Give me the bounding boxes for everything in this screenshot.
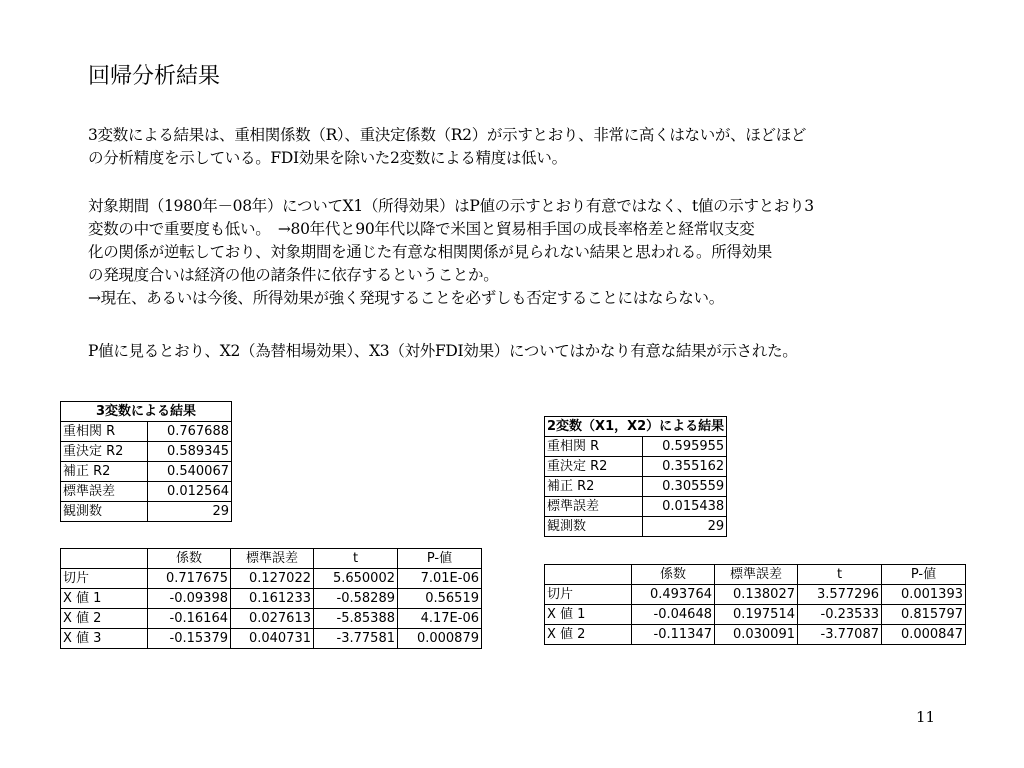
table-row [61,482,232,502]
row-label: X 値 1 [61,589,148,609]
row-label: X 値 2 [545,625,632,645]
stat-label: 観測数 [545,517,643,537]
table-row [545,497,727,517]
paragraph-line: の分析精度を示している。FDI効果を除いた2変数による精度は低い。 [88,149,567,167]
stat-value: 29 [642,517,727,537]
table-row [61,569,482,589]
table-row [545,437,727,457]
coefficients-2var-table [544,564,966,645]
row-label: 切片 [545,585,632,605]
column-header: P-値 [882,565,966,585]
stat-value: 0.767688 [148,422,232,442]
column-header: t [314,549,398,569]
cell-value: -3.77581 [314,629,398,649]
table-row [61,629,482,649]
table-row [61,422,232,442]
table-row [545,517,727,537]
cell-value: 4.17E-06 [398,609,482,629]
column-header: 標準誤差 [715,565,798,585]
cell-value: -5.85388 [314,609,398,629]
stat-label: 観測数 [61,502,148,522]
table-row [61,502,232,522]
cell-value: 0.161233 [231,589,314,609]
stat-value: 0.355162 [642,457,727,477]
cell-value: 0.000847 [882,625,966,645]
table-row [61,609,482,629]
row-label: 切片 [61,569,148,589]
cell-value: -0.09398 [148,589,231,609]
column-header: t [798,565,882,585]
stat-label: 重決定 R2 [61,442,148,462]
table-row [61,442,232,462]
table-header-row [61,549,482,569]
column-header: 標準誤差 [231,549,314,569]
cell-value: 3.577296 [798,585,882,605]
cell-value: 0.815797 [882,605,966,625]
table-caption: 3変数による結果 [61,402,232,422]
stat-label: 補正 R2 [61,462,148,482]
stat-label: 重相関 R [61,422,148,442]
table-row [545,625,966,645]
cell-value: -0.15379 [148,629,231,649]
page-number: 11 [916,708,936,726]
cell-value: 0.000879 [398,629,482,649]
stat-value: 0.595955 [642,437,727,457]
coefficients-3var-table [60,548,482,649]
cell-value: 0.001393 [882,585,966,605]
stat-value: 0.540067 [148,462,232,482]
table-row [61,589,482,609]
cell-value: -0.23533 [798,605,882,625]
slide-title: 回帰分析結果 [88,64,221,89]
cell-value: 7.01E-06 [398,569,482,589]
cell-value: -0.04648 [632,605,715,625]
paragraph-pvalue-summary [88,340,938,363]
table-row [545,457,727,477]
paragraph-income-effect [88,195,938,310]
row-label: X 値 1 [545,605,632,625]
cell-value: 0.127022 [231,569,314,589]
cell-value: 0.717675 [148,569,231,589]
stat-label: 標準誤差 [61,482,148,502]
cell-value: 0.030091 [715,625,798,645]
regression-stats-2var-table [544,416,727,537]
column-header: 係数 [632,565,715,585]
paragraph-line: 化の関係が逆転しており、対象期間を通じた有意な相関関係が見られない結果と思われる。所得効果 [88,243,773,261]
cell-value: 0.197514 [715,605,798,625]
cell-value: 0.138027 [715,585,798,605]
column-header: 係数 [148,549,231,569]
cell-value: -0.16164 [148,609,231,629]
paragraph-line: 対象期間（1980年－08年）についてX1（所得効果）はP値の示すとおり有意ではなく、t値の示すとおり3 [88,197,814,215]
table-header-row [545,565,966,585]
column-header: P-値 [398,549,482,569]
cell-value: -0.58289 [314,589,398,609]
paragraph-model-accuracy [88,124,938,170]
row-label: X 値 3 [61,629,148,649]
paragraph-line: 3変数による結果は、重相関係数（R）、重決定係数（R2）が示すとおり、非常に高くはないが、ほどほど [88,126,807,144]
stat-value: 0.015438 [642,497,727,517]
cell-value: -0.11347 [632,625,715,645]
table-caption: 2変数（X1，X2）による結果 [545,417,727,437]
paragraph-line: →現在、あるいは今後、所得効果が強く発現することを必ずしも否定することにはならない。 [88,289,724,307]
stat-label: 標準誤差 [545,497,643,517]
stat-label: 重相関 R [545,437,643,457]
stat-label: 補正 R2 [545,477,643,497]
cell-value: -3.77087 [798,625,882,645]
table-row [545,477,727,497]
regression-stats-3var-table [60,401,232,522]
cell-value: 0.493764 [632,585,715,605]
stat-value: 0.305559 [642,477,727,497]
column-header [61,549,148,569]
cell-value: 0.027613 [231,609,314,629]
stat-value: 0.012564 [148,482,232,502]
table-row [61,462,232,482]
cell-value: 5.650002 [314,569,398,589]
stat-value: 0.589345 [148,442,232,462]
row-label: X 値 2 [61,609,148,629]
stat-label: 重決定 R2 [545,457,643,477]
paragraph-line: P値に見るとおり、X2（為替相場効果）、X3（対外FDI効果）についてはかなり有意な結果が示された。 [88,342,798,360]
paragraph-line: 変数の中で重要度も低い。 →80年代と90年代以降で米国と貿易相手国の成長率格差と経常収支変 [88,220,755,238]
table-row [545,605,966,625]
column-header [545,565,632,585]
cell-value: 0.56519 [398,589,482,609]
paragraph-line: の発現度合いは経済の他の諸条件に依存するということか。 [88,266,499,284]
table-row [545,585,966,605]
cell-value: 0.040731 [231,629,314,649]
stat-value: 29 [148,502,232,522]
